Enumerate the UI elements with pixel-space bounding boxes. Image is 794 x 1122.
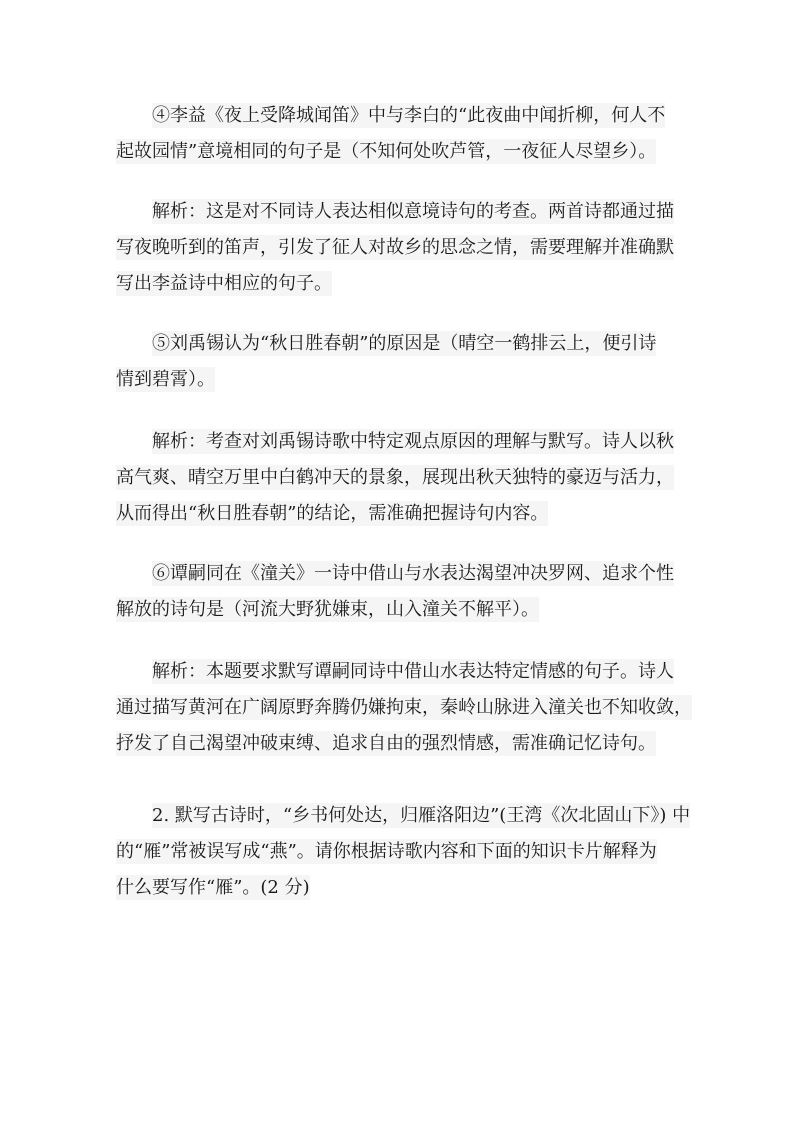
- text-line: 2. 默写古诗时，“乡书何处达，归雁洛阳边”(王湾《次北固山下》) 中: [152, 805, 691, 826]
- text-line: ⑤刘禹锡认为“秋日胜春朝”的原因是（晴空一鹤排云上，便引诗: [152, 333, 657, 354]
- text-line: 解析：本题要求默写谭嗣同诗中借山水表达特定情感的句子。诗人: [152, 661, 674, 682]
- question-6: [116, 556, 686, 628]
- analysis-6: [116, 654, 692, 762]
- analysis-5: [116, 424, 686, 532]
- text-line: 的“雁”常被误写成“燕”。请你根据诗歌内容和下面的知识卡片解释为: [116, 841, 657, 862]
- text-line: 情到碧霄）。: [116, 369, 215, 390]
- analysis-4: [116, 194, 686, 302]
- text-line: 写夜晚听到的笛声，引发了征人对故乡的思念之情，需要理解并准确默: [116, 237, 674, 258]
- text-line: 解析：考查对刘禹锡诗歌中特定观点原因的理解与默写。诗人以秋: [152, 431, 674, 452]
- text-line: 起故园情”意境相同的句子是（不知何处吹芦管，一夜征人尽望乡）。: [116, 141, 657, 162]
- text-line: 抒发了自己渴望冲破束缚、追求自由的强烈情感，需准确记忆诗句。: [116, 733, 656, 754]
- question-2: [116, 798, 691, 906]
- text-line: 通过描写黄河在广阔原野奔腾仍嫌拘束，秦岭山脉进入潼关也不知收敛，: [116, 697, 692, 718]
- text-line: 解析：这是对不同诗人表达相似意境诗句的考查。两首诗都通过描: [152, 201, 674, 222]
- question-5: [116, 326, 686, 398]
- text-line: ⑥谭嗣同在《潼关》一诗中借山与水表达渴望冲决罗网、追求个性: [152, 563, 674, 584]
- text-line: 从而得出“秋日胜春朝”的结论，需准确把握诗句内容。: [116, 503, 549, 524]
- text-line: 什么要写作“雁”。(2 分): [116, 877, 310, 898]
- text-line: 高气爽、晴空万里中白鹤冲天的景象，展现出秋天独特的豪迈与活力，: [116, 467, 674, 488]
- text-line: 写出李益诗中相应的句子。: [116, 273, 332, 294]
- text-line: ④李益《夜上受降城闻笛》中与李白的“此夜曲中闻折柳，何人不: [152, 105, 666, 126]
- text-line: 解放的诗句是（河流大野犹嫌束，山入潼关不解平）。: [116, 599, 539, 620]
- question-4: [116, 98, 686, 170]
